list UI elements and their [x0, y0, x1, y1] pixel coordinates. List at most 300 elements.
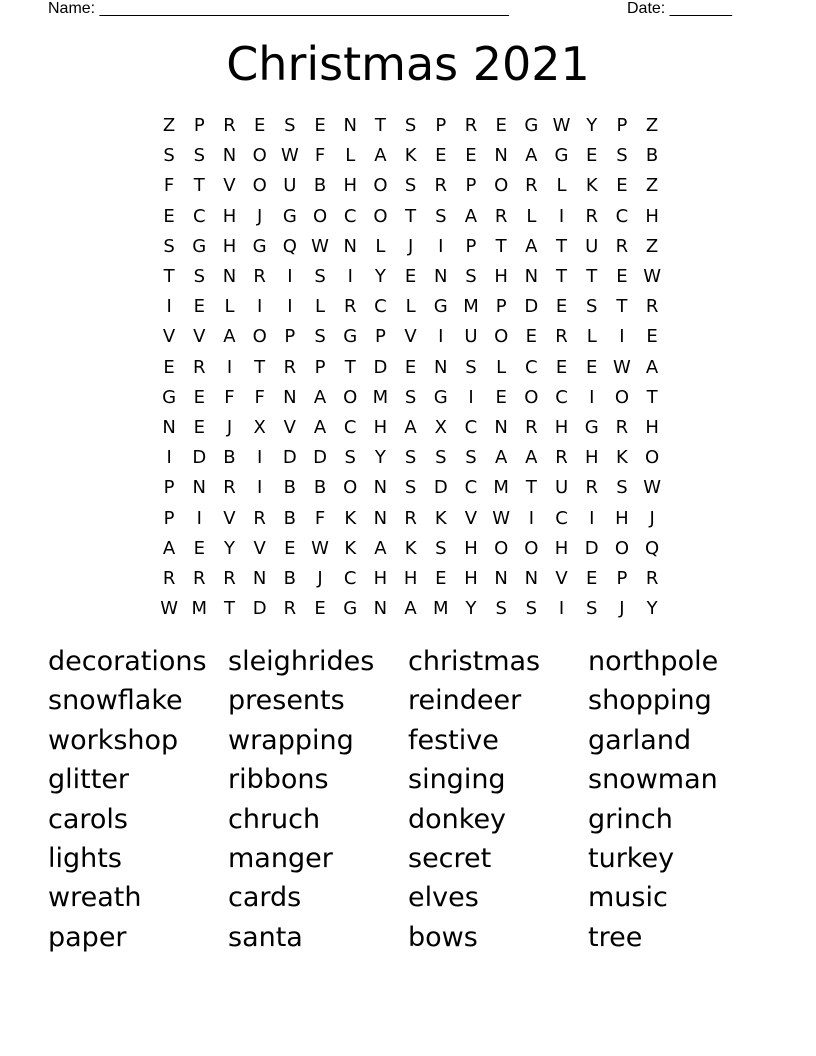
grid-letter: D [584, 537, 599, 559]
grid-letter: A [404, 598, 417, 620]
grid-letter: U [554, 477, 569, 499]
word-list-item: northpole [588, 646, 719, 677]
grid-letter: V [283, 416, 296, 438]
grid-letter: D [282, 447, 297, 469]
grid-letter: Z [162, 115, 176, 137]
grid-letter: E [525, 326, 538, 348]
grid-letter: I [558, 598, 565, 620]
word-list-item: glitter [48, 764, 130, 796]
grid-letter: S [435, 537, 447, 559]
grid-letter: P [314, 356, 326, 378]
grid-letter: S [495, 598, 507, 620]
word-list-item: santa [228, 921, 303, 953]
grid-letter: L [375, 235, 386, 257]
grid-letter: F [224, 386, 235, 408]
grid-letter: X [253, 416, 266, 438]
grid-letter: I [196, 507, 202, 529]
grid-letter: U [585, 235, 599, 257]
grid-letter: R [193, 567, 206, 589]
grid-row [154, 141, 667, 171]
grid-row [154, 503, 667, 533]
grid-letter: C [464, 416, 478, 438]
grid-letter: W [643, 266, 661, 288]
grid-letter: B [313, 477, 327, 499]
grid-letter: B [313, 175, 327, 197]
grid-letter: C [192, 205, 206, 227]
grid-letter: S [314, 326, 326, 348]
grid-row [154, 473, 667, 503]
grid-letter: H [615, 507, 629, 529]
grid-letter: I [468, 386, 474, 408]
grid-letter: G [433, 386, 448, 408]
grid-letter: D [524, 296, 539, 318]
grid-letter: E [284, 537, 296, 559]
grid-letter: P [616, 567, 628, 589]
grid-letter: S [616, 145, 628, 167]
word-list-item: workshop [48, 724, 179, 756]
grid-letter: R [283, 598, 297, 620]
grid-letter: T [556, 235, 568, 257]
grid-letter: S [586, 598, 598, 620]
grid-letter: E [163, 205, 175, 227]
grid-letter: E [495, 386, 507, 408]
grid-letter: G [524, 115, 539, 137]
grid-letter: O [252, 175, 267, 197]
grid-letter: O [524, 537, 539, 559]
grid-row [154, 322, 667, 352]
grid-letter: S [193, 145, 205, 167]
grid-letter: M [372, 386, 389, 408]
grid-letter: N [373, 477, 388, 499]
grid-row [154, 292, 667, 322]
grid-letter: A [525, 235, 538, 257]
grid-letter: P [465, 235, 477, 257]
grid-letter: W [552, 115, 571, 137]
grid-letter: R [253, 507, 266, 529]
word-list-item: wreath [48, 882, 142, 914]
grid-letter: V [193, 326, 206, 348]
grid-letter: L [496, 356, 507, 378]
grid-letter: I [257, 477, 263, 499]
grid-letter: V [162, 326, 176, 348]
grid-letter: I [528, 507, 534, 529]
grid-letter: H [373, 567, 388, 589]
grid-letter: D [433, 477, 448, 499]
grid-letter: A [313, 416, 327, 438]
grid-letter: B [283, 567, 297, 589]
word-list-item: elves [408, 882, 479, 914]
word-list-item: lights [48, 842, 122, 874]
word-list-item: paper [48, 921, 127, 953]
grid-letter: R [645, 567, 659, 589]
grid-letter: G [584, 416, 599, 438]
grid-letter: J [407, 235, 414, 257]
grid-letter: P [284, 326, 296, 348]
word-list-item: snowman [588, 764, 718, 796]
grid-letter: A [494, 447, 508, 469]
grid-letter: K [344, 507, 357, 529]
grid-letter: T [374, 115, 386, 137]
grid-letter: P [616, 115, 628, 137]
name-field-label: Name: ______________________________________________ [48, 0, 509, 17]
grid-letter: O [343, 477, 358, 499]
grid-letter: R [283, 356, 297, 378]
grid-letter: V [555, 567, 568, 589]
grid-letter: L [405, 296, 416, 318]
grid-letter: O [252, 145, 267, 167]
grid-letter: G [343, 326, 358, 348]
grid-letter: C [555, 507, 568, 529]
grid-letter: E [586, 145, 598, 167]
grid-letter: V [464, 507, 478, 529]
grid-letter: O [312, 205, 328, 227]
grid-letter: N [434, 266, 448, 288]
grid-letter: S [404, 477, 417, 499]
grid-letter: N [283, 386, 297, 408]
grid-letter: E [555, 296, 568, 318]
grid-letter: H [343, 175, 357, 197]
grid-letter: K [344, 537, 357, 559]
grid-letter: K [616, 447, 628, 469]
grid-letter: J [649, 507, 655, 529]
grid-letter: W [643, 477, 661, 499]
grid-letter: E [586, 567, 598, 589]
grid-letter: P [465, 175, 477, 197]
grid-letter: E [616, 266, 628, 288]
grid-letter: E [193, 537, 205, 559]
grid-letter: G [282, 205, 297, 227]
grid-letter: T [525, 477, 537, 499]
grid-letter: S [525, 598, 538, 620]
grid-letter: R [193, 356, 206, 378]
grid-letter: O [343, 386, 358, 408]
word-list-item: shopping [588, 685, 712, 717]
grid-letter: S [616, 477, 628, 499]
grid-letter: R [585, 205, 598, 227]
grid-letter: M [433, 598, 449, 620]
word-list-item: grinch [588, 803, 673, 835]
grid-letter: R [615, 416, 629, 438]
grid-letter: Y [374, 266, 386, 288]
grid-letter: H [554, 416, 569, 438]
grid-letter: F [163, 175, 175, 197]
grid-letter: Z [645, 175, 659, 197]
grid-letter: K [404, 145, 417, 167]
word-list-item: festive [408, 724, 499, 756]
grid-letter: R [464, 115, 478, 137]
grid-letter: J [619, 598, 625, 620]
word-list-item: cards [228, 882, 302, 914]
word-list-item: music [588, 882, 668, 914]
grid-letter: T [556, 266, 568, 288]
grid-letter: T [495, 235, 507, 257]
grid-letter: G [192, 235, 207, 257]
grid-letter: A [374, 145, 387, 167]
grid-letter: Q [645, 537, 660, 559]
grid-letter: R [555, 447, 568, 469]
grid-letter: N [524, 266, 539, 288]
grid-letter: N [222, 266, 237, 288]
grid-letter: L [526, 205, 537, 227]
grid-letter: L [556, 175, 567, 197]
grid-letter: S [404, 447, 417, 469]
grid-letter: H [584, 447, 599, 469]
grid-letter: T [193, 175, 205, 197]
grid-letter: X [434, 416, 447, 438]
grid-row [154, 383, 667, 413]
grid-letter: E [193, 416, 205, 438]
grid-letter: N [373, 507, 388, 529]
grid-letter: F [254, 386, 265, 408]
grid-letter: O [524, 386, 539, 408]
grid-letter: R [525, 175, 538, 197]
word-list-item: garland [588, 724, 692, 756]
word-list-item: decorations [48, 646, 207, 677]
grid-letter: R [404, 507, 417, 529]
grid-letter: S [586, 296, 598, 318]
grid-letter: N [494, 416, 508, 438]
grid-letter: E [586, 356, 598, 378]
grid-letter: R [494, 205, 508, 227]
grid-letter: Y [223, 537, 235, 559]
grid-letter: I [589, 386, 595, 408]
grid-row [154, 202, 667, 232]
grid-letter: M [463, 296, 479, 318]
grid-letter: N [192, 477, 207, 499]
grid-row [154, 111, 667, 141]
grid-letter: N [434, 356, 448, 378]
grid-letter: M [191, 598, 208, 620]
grid-letter: O [252, 326, 267, 348]
grid-letter: E [253, 115, 266, 137]
page-title: Christmas 2021 [226, 37, 590, 91]
grid-letter: R [223, 115, 236, 137]
grid-letter: O [494, 537, 509, 559]
grid-letter: L [224, 296, 235, 318]
grid-letter: E [404, 356, 417, 378]
grid-letter: A [223, 326, 236, 348]
grid-letter: B [283, 507, 297, 529]
word-list-item: presents [228, 685, 345, 717]
grid-letter: I [558, 205, 565, 227]
grid-letter: C [343, 205, 357, 227]
grid-letter: V [223, 507, 236, 529]
grid-letter: S [435, 447, 447, 469]
grid-letter: S [314, 266, 326, 288]
grid-letter: N [343, 115, 357, 137]
grid-letter: O [645, 447, 660, 469]
grid-letter: R [223, 477, 236, 499]
grid-letter: S [404, 175, 417, 197]
grid-letter: W [613, 356, 631, 378]
grid-letter: L [345, 145, 356, 167]
grid-letter: H [645, 416, 659, 438]
word-list-item: ribbons [228, 764, 329, 796]
grid-letter: V [404, 326, 417, 348]
grid-letter: I [287, 266, 293, 288]
word-search-grid [154, 111, 667, 624]
grid-letter: P [193, 115, 205, 137]
grid-letter: W [160, 598, 178, 620]
word-list-item: singing [408, 764, 506, 796]
grid-letter: P [374, 326, 386, 348]
grid-letter: C [343, 567, 357, 589]
grid-letter: B [283, 477, 297, 499]
grid-letter: W [492, 507, 511, 529]
grid-letter: N [524, 567, 539, 589]
grid-letter: A [162, 537, 176, 559]
grid-letter: E [314, 115, 326, 137]
grid-letter: S [284, 115, 296, 137]
grid-letter: S [465, 266, 477, 288]
grid-letter: H [494, 266, 508, 288]
date-field-label: Date: _______ [627, 0, 732, 17]
grid-letter: W [311, 235, 329, 257]
grid-letter: Y [374, 447, 386, 469]
grid-letter: G [343, 598, 358, 620]
grid-letter: H [554, 537, 569, 559]
grid-letter: H [373, 416, 388, 438]
grid-row [154, 443, 667, 473]
grid-letter: N [494, 567, 508, 589]
grid-letter: Y [465, 598, 477, 620]
grid-letter: A [525, 145, 538, 167]
grid-letter: C [615, 205, 629, 227]
grid-row [154, 262, 667, 292]
grid-letter: I [257, 296, 263, 318]
grid-letter: R [223, 567, 236, 589]
grid-letter: B [645, 145, 659, 167]
grid-letter: D [373, 356, 388, 378]
grid-letter: L [586, 326, 597, 348]
word-list-item: manger [228, 842, 333, 874]
grid-letter: E [404, 266, 417, 288]
grid-letter: O [373, 205, 388, 227]
grid-letter: A [525, 447, 538, 469]
grid-letter: H [464, 537, 478, 559]
grid-letter: B [223, 447, 236, 469]
grid-letter: G [554, 145, 569, 167]
grid-letter: Y [586, 115, 598, 137]
grid-letter: S [404, 386, 417, 408]
grid-letter: O [494, 175, 509, 197]
grid-letter: U [283, 175, 297, 197]
grid-letter: A [464, 205, 478, 227]
grid-letter: R [525, 416, 538, 438]
word-list-item: sleighrides [228, 646, 375, 677]
grid-letter: O [373, 175, 388, 197]
grid-letter: E [555, 356, 568, 378]
grid-letter: S [465, 356, 477, 378]
grid-letter: N [373, 598, 388, 620]
grid-letter: E [646, 326, 658, 348]
word-list-item: wrapping [228, 724, 354, 756]
word-list-item: tree [588, 921, 643, 953]
grid-letter: Y [646, 598, 658, 620]
grid-row [154, 413, 667, 443]
grid-letter: N [252, 567, 267, 589]
grid-letter: E [193, 386, 205, 408]
grid-letter: I [257, 447, 263, 469]
grid-letter: H [645, 205, 659, 227]
grid-letter: Q [282, 235, 297, 257]
grid-row [154, 564, 667, 594]
grid-letter: N [494, 145, 508, 167]
grid-letter: R [253, 266, 266, 288]
grid-letter: T [405, 205, 417, 227]
grid-letter: S [163, 145, 175, 167]
grid-letter: J [226, 416, 233, 438]
grid-letter: H [464, 567, 478, 589]
grid-letter: C [374, 296, 387, 318]
grid-letter: I [438, 235, 444, 257]
word-list-item: chruch [228, 803, 321, 835]
word-list-item: bows [408, 921, 478, 953]
word-list-item: donkey [408, 803, 507, 835]
grid-letter: P [495, 296, 507, 318]
grid-letter: P [435, 115, 447, 137]
grid-letter: V [253, 537, 266, 559]
grid-letter: R [434, 175, 448, 197]
grid-letter: S [465, 447, 477, 469]
grid-letter: J [317, 567, 323, 589]
grid-letter: T [616, 296, 628, 318]
grid-letter: E [435, 145, 447, 167]
grid-letter: S [163, 235, 175, 257]
grid-letter: O [494, 326, 509, 348]
grid-letter: T [586, 266, 598, 288]
word-list-item: christmas [408, 646, 541, 677]
grid-letter: A [313, 386, 327, 408]
grid-letter: E [616, 175, 628, 197]
grid-letter: N [162, 416, 176, 438]
grid-letter: O [614, 386, 629, 408]
grid-letter: V [223, 175, 236, 197]
grid-letter: C [464, 477, 478, 499]
grid-letter: S [435, 205, 447, 227]
grid-letter: G [162, 386, 177, 408]
grid-letter: P [163, 507, 175, 529]
grid-letter: A [374, 537, 387, 559]
grid-letter: I [619, 326, 625, 348]
grid-letter: G [252, 235, 267, 257]
grid-letter: K [585, 175, 598, 197]
grid-letter: J [257, 205, 263, 227]
grid-row [154, 232, 667, 262]
grid-letter: I [166, 296, 172, 318]
grid-letter: T [163, 266, 175, 288]
grid-letter: S [193, 266, 205, 288]
grid-row [154, 534, 667, 564]
grid-letter: R [585, 477, 598, 499]
grid-letter: T [223, 598, 235, 620]
grid-letter: D [313, 447, 327, 469]
grid-letter: E [495, 115, 507, 137]
grid-letter: E [163, 356, 175, 378]
grid-letter: A [645, 356, 659, 378]
grid-letter: O [614, 537, 629, 559]
grid-letter: R [555, 326, 568, 348]
grid-letter: R [645, 296, 659, 318]
grid-letter: S [404, 115, 417, 137]
grid-letter: D [192, 447, 207, 469]
grid-letter: R [343, 296, 357, 318]
grid-letter: G [433, 296, 448, 318]
grid-letter: N [343, 235, 357, 257]
grid-letter: K [434, 507, 447, 529]
grid-row [154, 171, 667, 201]
grid-letter: H [222, 235, 237, 257]
